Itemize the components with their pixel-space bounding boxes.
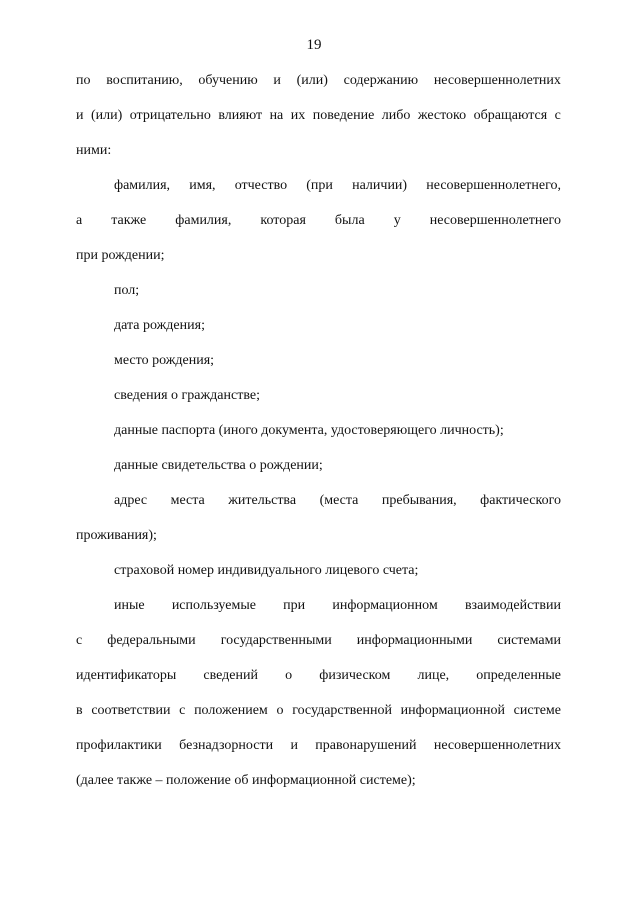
text-line [76, 596, 561, 631]
text-word: с [179, 703, 186, 718]
text-word: на [269, 108, 284, 123]
text-word: также [111, 213, 147, 228]
text-line [76, 666, 561, 701]
text-word: отчество [234, 178, 288, 193]
text-word: места [170, 493, 205, 508]
text-word: системе [513, 703, 561, 718]
text-word: и [290, 738, 298, 753]
text-word: соответствии [91, 703, 171, 718]
text-word: проживания); [76, 528, 157, 543]
text-word: несовершеннолетнего, [426, 178, 561, 193]
text-word: а [76, 213, 83, 228]
text-word: сведений [203, 668, 258, 683]
text-word: пребывания, [381, 493, 457, 508]
text-word: (места [319, 493, 359, 508]
text-line [76, 561, 561, 596]
text-line [76, 771, 561, 806]
text-word: лице, [417, 668, 450, 683]
text-line [76, 456, 561, 491]
text-word: положением [194, 703, 268, 718]
text-word: жительства [228, 493, 297, 508]
text-line [76, 701, 561, 736]
text-word: ними: [76, 143, 112, 158]
text-line [76, 246, 561, 281]
text-word: сведения о гражданстве; [114, 388, 260, 403]
text-word: с [554, 108, 561, 123]
text-line [76, 526, 561, 561]
text-word: правонарушений [315, 738, 417, 753]
text-word: физическом [319, 668, 391, 683]
text-word: фамилия, [114, 178, 171, 193]
text-line [76, 386, 561, 421]
text-word: иные [114, 598, 145, 613]
text-word: идентификаторы [76, 668, 177, 683]
text-word: о [285, 668, 293, 683]
text-word: информационном [332, 598, 438, 613]
text-word: (далее также – положение об информационной системе); [76, 773, 416, 788]
page-number: 19 [306, 37, 322, 53]
text-line [76, 631, 561, 666]
text-line [76, 491, 561, 526]
text-word: была [334, 213, 365, 228]
text-line [76, 281, 561, 316]
text-word: поведение [312, 108, 375, 123]
text-word: по [76, 73, 91, 88]
text-line [76, 421, 561, 456]
text-word: информационной [400, 703, 505, 718]
text-word: их [290, 108, 306, 123]
text-word: у [393, 213, 401, 228]
text-word: фактического [480, 493, 561, 508]
text-word: при [283, 598, 306, 613]
document-body [76, 71, 561, 806]
text-word: жестоко [417, 108, 467, 123]
text-word: безнадзорности [179, 738, 274, 753]
text-word: либо [381, 108, 411, 123]
text-word: фамилия, [175, 213, 232, 228]
text-word: о [276, 703, 284, 718]
text-word: взаимодействии [464, 598, 561, 613]
text-word: системами [497, 633, 561, 648]
text-word: пол; [114, 283, 140, 298]
text-word: воспитанию, [106, 73, 183, 88]
text-word: отрицательно [129, 108, 211, 123]
text-line [76, 351, 561, 386]
text-word: несовершеннолетних [433, 73, 561, 88]
text-word: с [76, 633, 83, 648]
text-word: профилактики [76, 738, 162, 753]
text-word: в [76, 703, 83, 718]
text-word: страховой номер индивидуального лицевого счета; [114, 563, 419, 578]
text-word: адрес [114, 493, 148, 508]
text-word: обращаются [473, 108, 548, 123]
text-word: определенные [476, 668, 561, 683]
text-word: (или) [90, 108, 123, 123]
text-word: федеральными [107, 633, 196, 648]
text-word: дата рождения; [114, 318, 205, 333]
text-word: имя, [189, 178, 216, 193]
text-word: и [76, 108, 84, 123]
text-line [76, 106, 561, 141]
text-word: которая [260, 213, 306, 228]
text-word: государственными [220, 633, 332, 648]
text-word: содержанию [343, 73, 419, 88]
text-word: влияют [218, 108, 263, 123]
text-word: (или) [296, 73, 328, 88]
text-word: при рождении; [76, 248, 165, 263]
text-line [76, 71, 561, 106]
text-word: наличии) [352, 178, 408, 193]
text-word: место рождения; [114, 353, 215, 368]
text-word: государственной [292, 703, 392, 718]
text-line [76, 316, 561, 351]
text-word: информационными [356, 633, 473, 648]
text-word: данные паспорта (иного документа, удостоверяющего личность); [114, 423, 504, 438]
text-word: несовершеннолетнего [429, 213, 561, 228]
text-line [76, 141, 561, 176]
text-line [76, 176, 561, 211]
text-word: обучению [198, 73, 258, 88]
text-word: несовершеннолетних [433, 738, 561, 753]
text-word: и [273, 73, 281, 88]
text-line [76, 736, 561, 771]
text-word: (при [306, 178, 333, 193]
text-word: используемые [171, 598, 256, 613]
text-line [76, 211, 561, 246]
text-word: данные свидетельства о рождении; [114, 458, 323, 473]
